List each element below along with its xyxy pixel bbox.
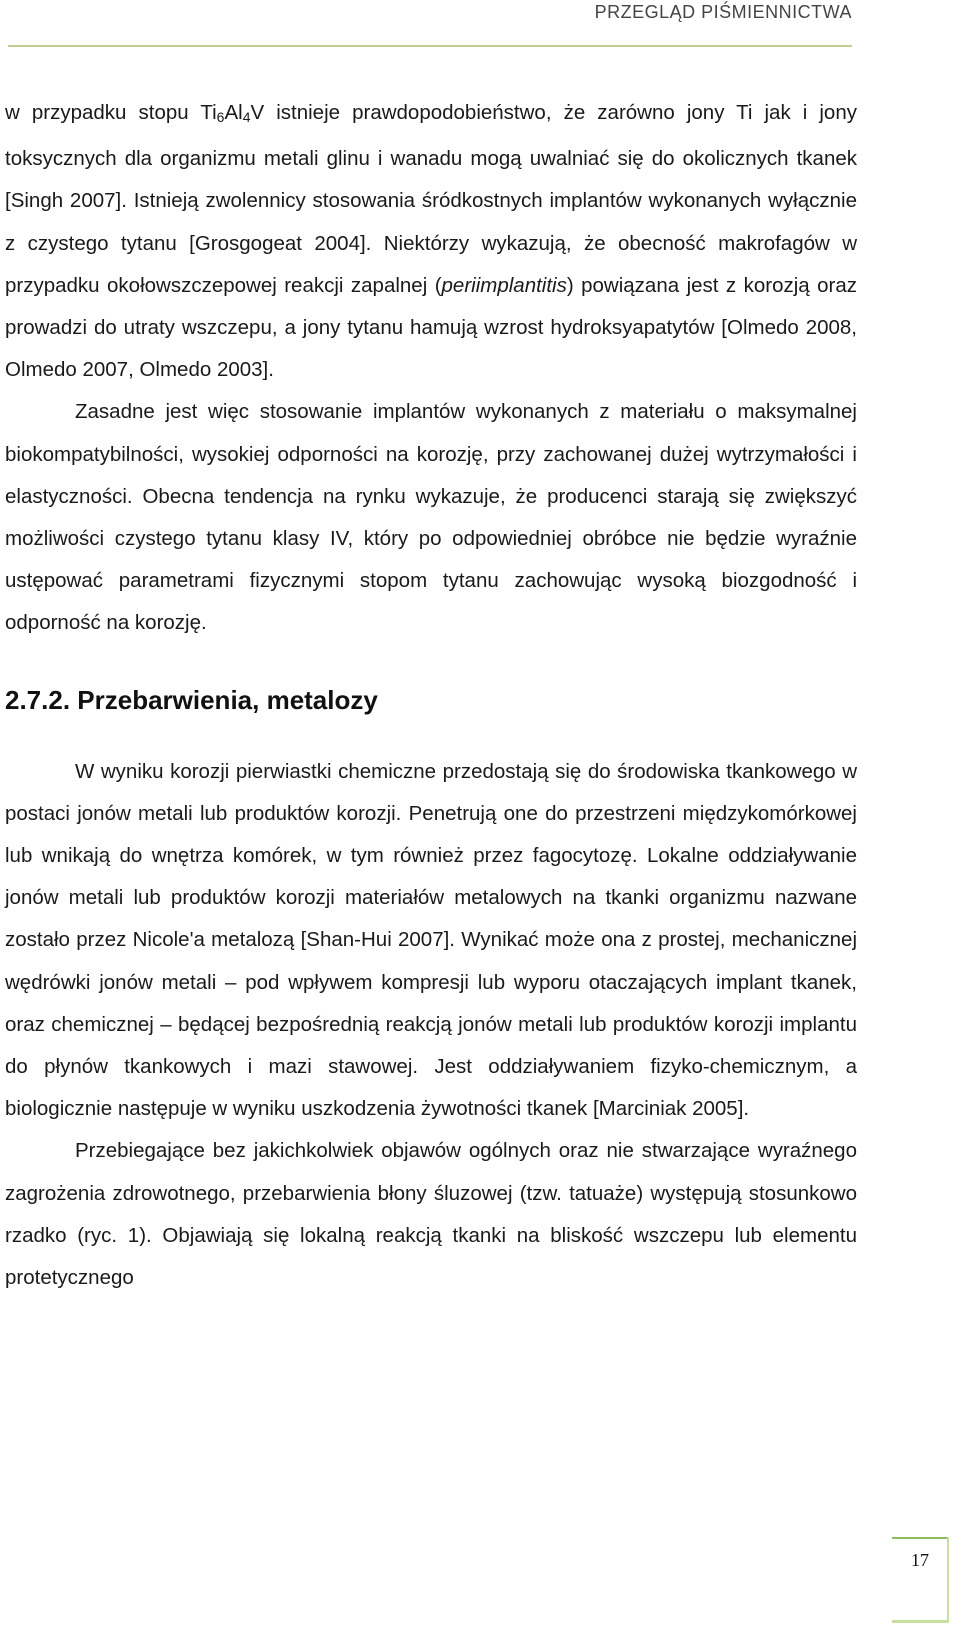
p1-text-a: w przypadku stopu Ti (5, 101, 217, 124)
paragraph-2: Zasadne jest więc stosowanie implantów wykonanych z materiału o maksymalnej biokompatybilności, wysokiej odporności na korozję, przy zachowanej dużej wytrzymałości i elastyczności. Obecna tendencja na rynku wykazuje, że producenci starają się zwiększyć możliwości czystego tytanu klasy IV, który po odpowiedniej obróbce nie będzie wyraźnie ustępować parametrami fizycznymi stopom tytanu zachowując wysoką biozgodność i odporność na korozję. (5, 400, 857, 635)
page-body (5, 92, 857, 1299)
p1-text-b: Al (224, 101, 243, 124)
page-number: 17 (911, 1550, 929, 1570)
section-heading: 2.7.2. Przebarwienia, metalozy (5, 684, 378, 715)
page-number-bottom-rule (892, 1620, 948, 1623)
p1-subscript-4: 4 (242, 109, 251, 125)
paragraph-3: W wyniku korozji pierwiastki chemiczne przedostają się do środowiska tkankowego w postaci jonów metali lub produktów korozji. Penetrują one do przestrzeni międzykomórkowej lub wnikają do wnętrza komórek, w tym również przez fagocytozę. Lokalne oddziaływanie jonów metali lub produktów korozji materiałów metalowych na tkanki organizmu nazwane zostało przez Nicole'a metalozą [Shan-Hui 2007]. Wynikać może ona z prostej, mechanicznej wędrówki jonów metali – pod wpływem kompresji lub wyporu otaczających implant tkanek, oraz chemicznej – będącej bezpośrednią reakcją jonów metali lub produktów korozji implantu do płynów tkankowych i mazi stawowej. Jest oddziaływaniem fizyko-chemicznym, a biologicznie następuje w wyniku uszkodzenia żywotności tkanek [Marciniak 2005]. (5, 759, 857, 1121)
p1-italic-term: periimplantitis (441, 273, 567, 297)
running-header-title: PRZEGLĄD PIŚMIENNICTWA (594, 2, 852, 22)
paragraph-1 (5, 92, 857, 391)
header-divider (8, 45, 852, 47)
p1-text-d: ) powiązana jest z korozją oraz prowadzi do utraty wszczepu, a jony tytanu hamują wzrost hydroksyapatytów [Olmedo 2008, Olmedo 2007, Olmedo 2003]. (5, 273, 857, 382)
p1-subscript-6: 6 (216, 109, 225, 125)
paragraph-4: Przebiegające bez jakichkolwiek objawów ogólnych oraz nie stwarzające wyraźnego zagrożenia zdrowotnego, przebarwienia błony śluzowej (tzw. tatuaże) występują stosunkowo rzadko (ryc. 1). Objawiają się lokalną reakcją tkanki na bliskość wszczepu lub elementu protetycznego (5, 1139, 857, 1290)
page-header (0, 0, 960, 60)
p1-text-c: V istnieje prawdopodobieństwo, że zarówno jony Ti jak i jony toksycznych dla organizmu metali glinu i wanadu mogą uwalniać się do okolicznych tkanek [Singh 2007]. Istnieją zwolennicy stosowania śródkostnych implantów wykonanych wyłącznie z czystego tytanu [Grosgogeat 2004]. Niektórzy wykazują, że obecność makrofagów w przypadku okołowszczepowej reakcji zapalnej ( (5, 101, 857, 297)
page-number-top-rule (892, 1537, 948, 1539)
